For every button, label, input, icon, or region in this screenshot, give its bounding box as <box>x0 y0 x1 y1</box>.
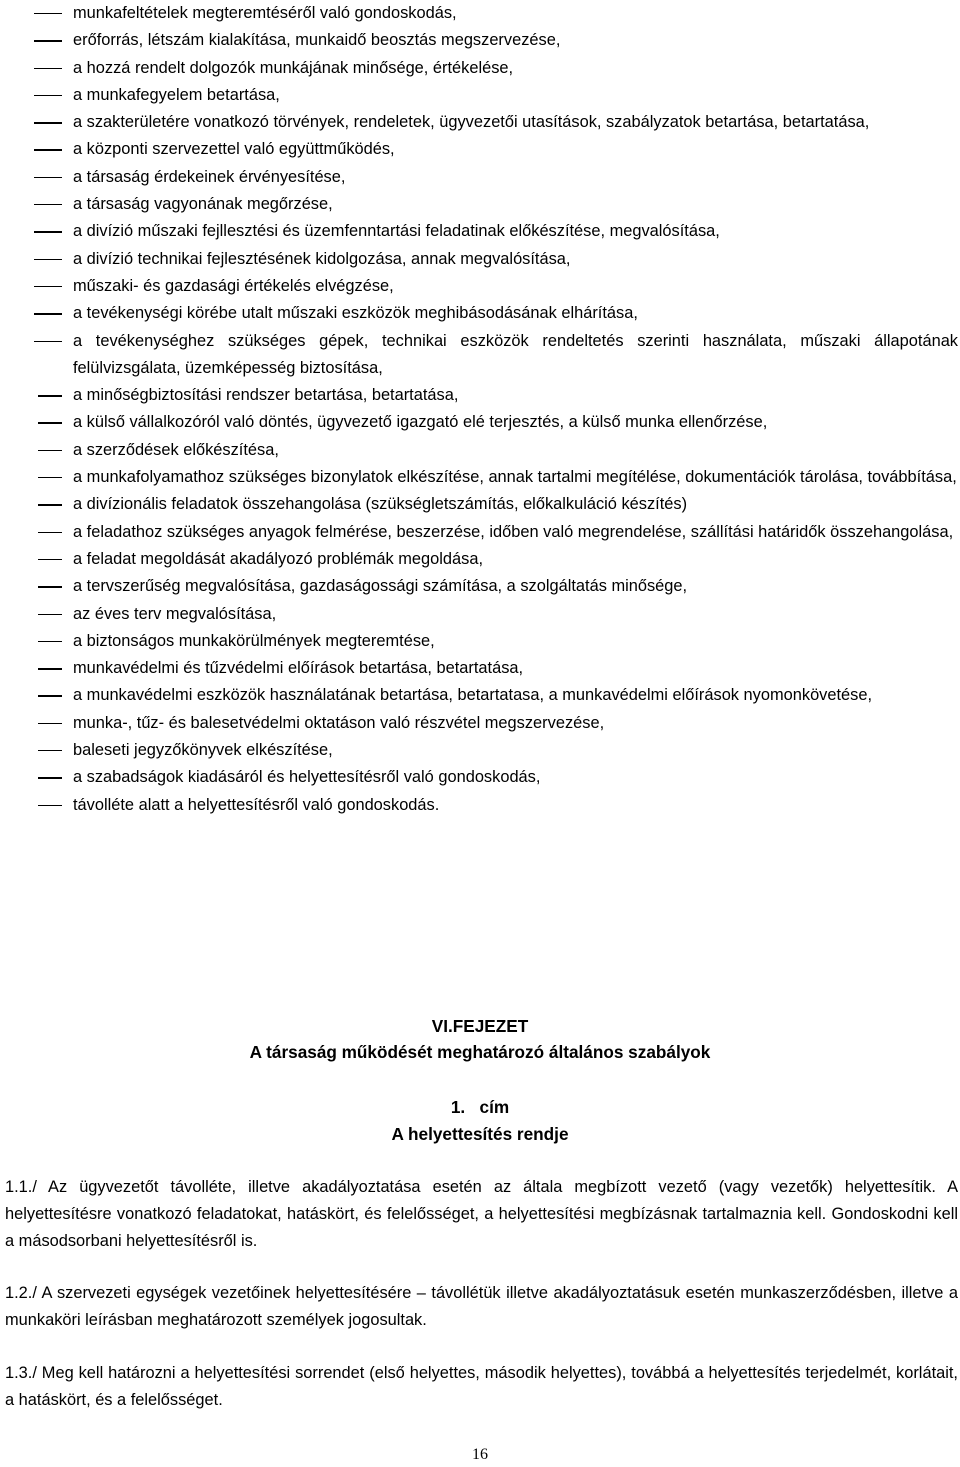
list-item-text: a tevékenységhez szükséges gépek, technikai eszközök rendeltetés szerinti használata, műszaki állapotának felülvizsgálata, üzemképesség biztosítása, <box>73 331 958 377</box>
list-item-text: a divízionális feladatok összehangolása (szükségletszámítás, előkalkuláció készítés) <box>73 495 688 514</box>
list-item <box>0 710 960 737</box>
dash-bullet-icon <box>34 286 62 287</box>
list-item-text: a tervszerűség megvalósítása, gazdaságossági számítása, a szolgáltatás minősége, <box>73 577 688 596</box>
list-item <box>0 628 960 655</box>
dash-bullet-icon <box>38 504 62 505</box>
dash-bullet-icon <box>34 122 62 123</box>
list-item <box>0 382 960 409</box>
dash-bullet-icon <box>38 586 62 587</box>
list-item <box>0 55 960 82</box>
list-item-text: a szerződések előkészítésa, <box>73 440 279 459</box>
dash-bullet-icon <box>34 204 62 205</box>
list-item <box>0 737 960 764</box>
list-item-text: a munkafolyamathoz szükséges bizonylatok elkészítése, annak tartalmi megítélése, dokumentációk tárolása, továbbítása, <box>73 468 957 487</box>
list-item-text: erőforrás, létszám kialakítása, munkaidő beosztás megszervezése, <box>73 31 561 50</box>
dash-bullet-icon <box>34 177 62 178</box>
chapter-title: A társaság működését meghatározó általános szabályok <box>249 1042 711 1062</box>
dash-bullet-icon <box>38 559 62 560</box>
list-item <box>0 164 960 191</box>
chapter-number: VI.FEJEZET <box>431 1016 529 1036</box>
dash-bullet-icon <box>38 695 62 696</box>
list-item-text: a feladat megoldását akadályozó problémák megoldása, <box>73 549 484 568</box>
list-item <box>0 246 960 273</box>
list-item <box>0 655 960 682</box>
list-item-text: baleseti jegyzőkönyvek elkészítése, <box>73 741 333 760</box>
list-item-text: a biztonságos munkakörülmények megteremtése, <box>73 631 435 650</box>
list-item <box>0 109 960 136</box>
list-item-text: a hozzá rendelt dolgozók munkájának minősége, értékelése, <box>73 58 514 77</box>
dash-bullet-icon <box>34 95 62 96</box>
dash-bullet-icon <box>34 13 62 14</box>
dash-bullet-icon <box>38 532 62 533</box>
dash-bullet-icon <box>38 641 62 642</box>
dash-bullet-icon <box>34 231 62 232</box>
dash-bullet-icon <box>38 805 62 806</box>
list-item <box>0 0 960 27</box>
dash-bullet-icon <box>34 40 62 41</box>
list-item-text: a feladathoz szükséges anyagok felmérése, beszerzése, időben való megrendelése, szállítási határidők összehangolása, <box>73 522 954 541</box>
list-item-text: a központi szervezettel való együttműködés, <box>73 140 395 159</box>
list-item <box>0 792 960 819</box>
dash-bullet-icon <box>38 422 62 423</box>
dash-bullet-icon <box>38 668 62 669</box>
list-item <box>0 273 960 300</box>
dash-bullet-icon <box>38 750 62 751</box>
section-number: 1. cím <box>450 1097 510 1117</box>
page-number: 16 <box>472 1446 488 1463</box>
list-item <box>0 491 960 518</box>
list-item <box>0 300 960 327</box>
list-item-text: munka-, tűz- és balesetvédelmi oktatáson való részvétel megszervezése, <box>73 713 605 732</box>
list-item <box>0 409 960 436</box>
paragraph-1-3: 1.3./ Meg kell határozni a helyettesítési sorrendet (első helyettes, második helyettes), továbbá a helyettesítés terjedelmét, korlátait, a hatáskört, és a felelősséget. <box>5 1364 958 1410</box>
list-item <box>0 27 960 54</box>
list-item-text: a minőségbiztosítási rendszer betartása, betartatása, <box>73 386 459 405</box>
dash-bullet-icon <box>34 341 62 342</box>
dash-bullet-icon <box>34 259 62 260</box>
dash-bullet-icon <box>34 149 62 150</box>
list-item <box>0 682 960 709</box>
dash-bullet-icon <box>34 68 62 69</box>
list-item <box>0 437 960 464</box>
list-item <box>0 546 960 573</box>
list-item-text: a munkafegyelem betartása, <box>73 85 280 104</box>
list-item <box>0 136 960 163</box>
list-item-text: műszaki- és gazdasági értékelés elvégzése, <box>73 276 394 295</box>
list-item-text: a társaság érdekeinek érvényesítése, <box>73 167 346 186</box>
list-item-text: távolléte alatt a helyettesítésről való gondoskodás. <box>73 795 440 814</box>
list-item-text: a külső vállalkozóról való döntés, ügyvezető igazgató elé terjesztés, a külső munka ellenőrzése, <box>73 413 768 432</box>
dash-bullet-icon <box>38 723 62 724</box>
list-item <box>0 218 960 245</box>
list-item <box>0 519 960 546</box>
list-item-text: a tevékenységi körébe utalt műszaki eszközök meghibásodásának elhárítása, <box>73 304 638 323</box>
list-item-text: a divízió technikai fejlesztésének kidolgozása, annak megvalósítása, <box>73 249 571 268</box>
list-item-text: a divízió műszaki fejllesztési és üzemfenntartási feladatinak előkészítése, megvalósítása, <box>73 222 720 241</box>
dash-bullet-icon <box>38 614 62 615</box>
list-item-text: munkavédelmi és tűzvédelmi előírások betartása, betartatása, <box>73 659 524 678</box>
list-item <box>0 573 960 600</box>
list-item <box>0 464 960 491</box>
list-item <box>0 328 960 383</box>
paragraph-1-2: 1.2./ A szervezeti egységek vezetőinek helyettesítésére – távollétük illetve akadályoztatásuk esetén munkaszerződésben, illetve a munkaköri leírásban meghatározott személyek jogosultak. <box>5 1284 958 1330</box>
dash-bullet-icon <box>34 313 62 314</box>
list-item <box>0 764 960 791</box>
dash-bullet-icon <box>38 450 62 451</box>
section-title: A helyettesítés rendje <box>391 1124 569 1144</box>
list-item-text: a munkavédelmi eszközök használatának betartása, betartatasa, a munkavédelmi előírások nyomonkövetése, <box>73 686 873 705</box>
list-item-text: a szabadságok kiadásáról és helyettesítésről való gondoskodás, <box>73 768 541 787</box>
list-item <box>0 191 960 218</box>
list-item <box>0 82 960 109</box>
dash-bullet-icon <box>38 777 62 778</box>
list-item-text: a szakterületére vonatkozó törvények, rendeletek, ügyvezetői utasítások, szabályzatok betartása, betartatása, <box>73 113 870 132</box>
list-item-text: munkafeltételek megteremtéséről való gondoskodás, <box>73 4 457 22</box>
dash-bullet-icon <box>38 477 62 478</box>
list-item-text: a társaság vagyonának megőrzése, <box>73 195 333 214</box>
dash-bullet-icon <box>38 395 62 396</box>
paragraph-1-1: 1.1./ Az ügyvezetőt távolléte, illetve akadályoztatása esetén az általa megbízott vezető (vagy vezetők) helyettesítik. A helyettesítésre vonatkozó feladatokat, hatáskört, és felelősséget, a helyettesítési megbízásnak tartalmaznia kell. Gondoskodni kell a másodsorbani helyettesítésről is. <box>5 1178 958 1251</box>
list-item <box>0 601 960 628</box>
list-item-text: az éves terv megvalósítása, <box>73 604 277 623</box>
